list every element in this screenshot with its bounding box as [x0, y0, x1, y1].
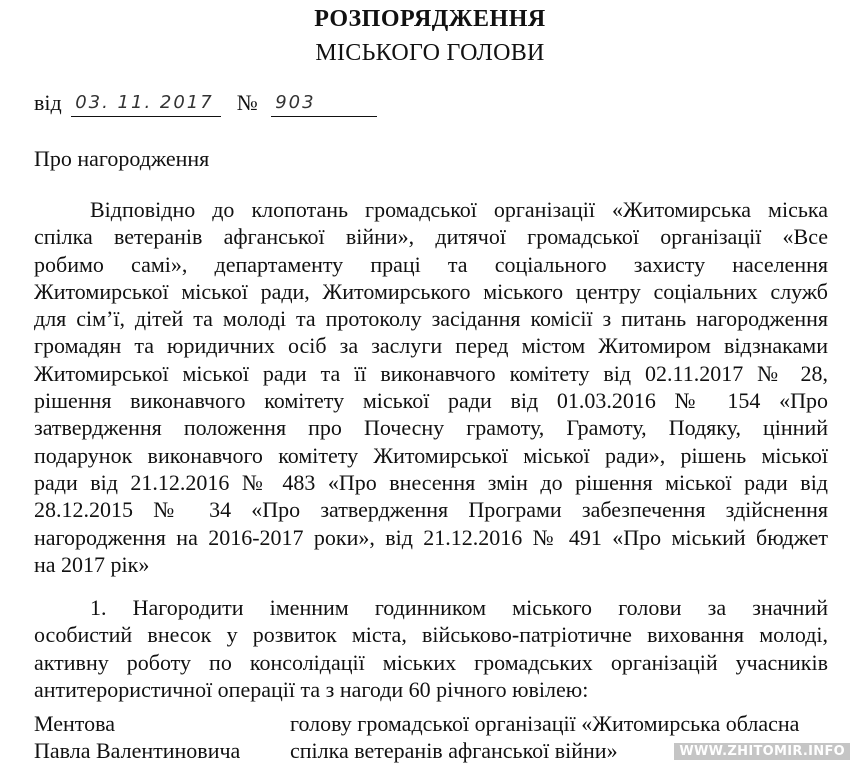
document-title: РОЗПОРЯДЖЕННЯ — [314, 6, 546, 32]
recipient-position: голову громадської організації «Житомирська обласна — [290, 711, 800, 736]
paragraph-line: 28.12.2015 № 34 «Про затвердження Програми забезпечення здійснення — [34, 497, 828, 523]
paragraph-line: громадян та юридичних осіб за заслуги перед містом Житомиром відзнаками — [34, 333, 828, 359]
award-row — [34, 710, 854, 737]
paragraph-line: нагородження на 2016-2017 роки», від 21.12.2016 № 491 «Про міський бюджет — [34, 524, 828, 550]
paragraph-line: на 2017 рік» — [34, 551, 150, 577]
paragraph-line: робимо самі», департаменту праці та соціального захисту населення — [34, 251, 828, 277]
date-field — [71, 90, 221, 117]
order-item-1 — [34, 594, 828, 703]
recipient-given-names: Павла Валентиновича — [34, 738, 241, 763]
paragraph-line: ради від 21.12.2016 № 483 «Про внесення змін до рішення міської ради від — [34, 469, 828, 495]
document-subject: Про нагородження — [34, 146, 210, 171]
paragraph-line: особистий внесок у розвиток міста, військово-патріотичне виховання молоді, — [34, 622, 828, 648]
paragraph-line: Житомирської міської ради, Житомирського міського центру соціальних служб — [34, 278, 828, 304]
paragraph-line: спілка ветеранів афганської війни», дитячої громадської організації «Все — [34, 224, 828, 250]
paragraph-line: Житомирської міської ради та її виконавчого комітету від 02.11.2017 № 28, — [34, 360, 828, 386]
order-meta-line — [34, 90, 377, 120]
paragraph-line: Відповідно до клопотань громадської організації «Житомирська міська — [90, 197, 828, 222]
paragraph-line: рішення виконавчого комітету міської ради від 01.03.2016 № 154 «Про — [34, 388, 828, 414]
document-subtitle: МІСЬКОГО ГОЛОВИ — [315, 40, 545, 66]
paragraph-line: активну роботу по консолідації міських громадських організацій учасників — [34, 649, 828, 675]
handwritten-date: 03. 11. 2017 — [75, 92, 214, 113]
paragraph-line: затвердження положення про Почесну грамоту, Грамоту, Подяку, цінний — [34, 415, 828, 441]
paragraph-line: антитерористичної операції та з нагоди 60 річного ювілею: — [34, 676, 589, 702]
site-watermark: WWW.ZHITOMIR.INFO — [674, 743, 850, 760]
paragraph-line: для сім’ї, дітей та молоді та протоколу засідання комісії з питань нагородження — [34, 306, 828, 332]
number-prefix: № — [236, 90, 258, 115]
paragraph-line: 1. Нагородити іменним годинником міського голови за значний — [90, 595, 828, 620]
date-prefix: від — [34, 90, 62, 115]
recipient-position-cont: спілка ветеранів афганської війни» — [290, 738, 618, 763]
paragraph-line: подарунок виконавчого комітету Житомирської міської ради», рішень міської — [34, 442, 828, 468]
preamble-paragraph — [34, 196, 828, 578]
number-field — [271, 90, 377, 117]
handwritten-number: 903 — [275, 92, 316, 113]
recipient-surname: Ментова — [34, 711, 115, 736]
